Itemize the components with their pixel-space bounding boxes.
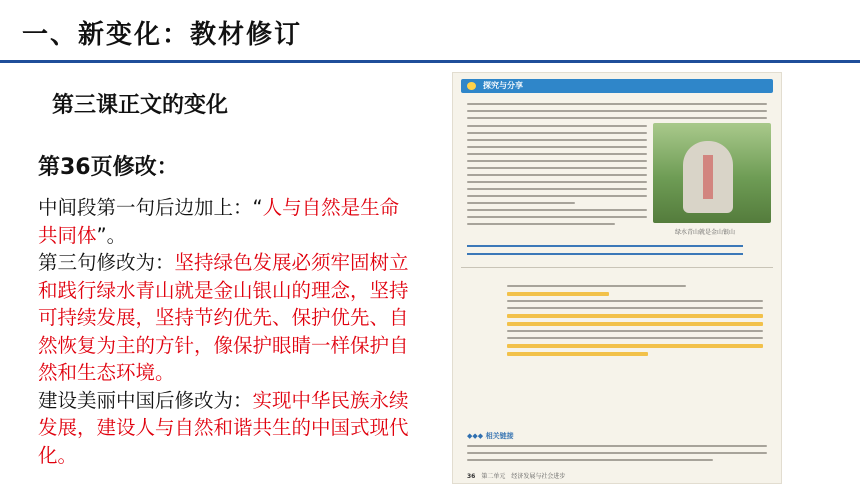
p3-prefix: 建设美丽中国后修改为： [38,388,253,412]
p1-prefix: 中间段第一句后边加上：“ [38,196,263,219]
revision-body [38,194,416,469]
lightbulb-icon [467,82,476,90]
textbook-section-header [461,79,773,93]
textbook-photo [653,123,771,223]
related-link-text [467,445,767,466]
page-heading: 第36页修改： [38,155,179,180]
p1-suffix: ”。 [96,223,127,247]
textbook-section-label: 探究与分享 [483,81,523,90]
title-underline [0,60,860,63]
lesson-heading: 第三课正文的变化 [52,93,229,118]
revision-paragraph-3 [38,387,416,470]
p3-highlight: 实现中华民族永续发展，建设人与自然和谐共生的中国式现代化。 [38,388,409,467]
related-link-heading: ◆◆◆ 相关链接 [467,432,514,440]
textbook-divider [461,267,773,268]
revision-paragraph-1 [38,194,416,249]
photo-caption: 绿水青山就是金山银山 [675,229,736,236]
p2-highlight: 坚持绿色发展必须牢固树立和践行绿水青山就是金山银山的理念，坚持可持续发展，坚持节约优先、保护优先、自然恢复为主的方针，像保护眼睛一样保护自然和生态环境。 [38,251,409,384]
textbook-intro-text [467,103,767,124]
revision-paragraph-2 [38,249,416,387]
textbook-questions [467,245,767,261]
p1-highlight: 人与自然是生命共同体 [38,196,400,247]
p2-prefix: 第三句修改为： [38,251,175,274]
textbook-footer [467,471,565,480]
stone-monument [683,141,733,213]
textbook-page-image [452,72,782,484]
title-bar [0,0,860,62]
slide-title: 一、新变化：教材修订 [22,20,303,50]
page-number: 36 [467,473,476,480]
footer-text: 第二单元 经济发展与社会进步 [481,473,566,480]
textbook-body-text [467,125,647,230]
textbook-highlighted-paragraph [507,285,763,360]
